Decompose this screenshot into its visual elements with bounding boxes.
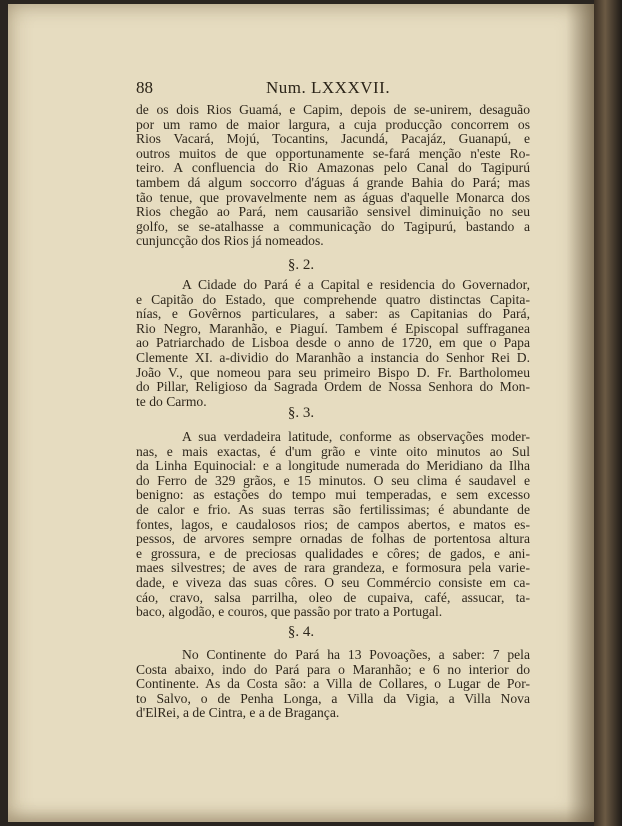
paragraph-2: [136, 278, 530, 409]
text-line: nías, e Govêrnos particulares, a saber: as Capitanias do Pará,: [136, 306, 530, 322]
text-line: do Ferro de 329 grãos, e 15 minutos. O seu clima é saudavel e: [136, 472, 530, 488]
text-line: maes silvestres; de aves de rara grandeza, e formosura pela varie-: [136, 560, 530, 576]
text-line: de os dois Rios Guamá, e Capim, depois de se-unirem, desaguão: [136, 102, 530, 117]
paragraph-3: [136, 430, 530, 620]
section-heading-4: §. 4.: [287, 624, 315, 640]
text-line: por um ramo de maior largura, a cuja producção concorrem os: [136, 116, 530, 132]
text-line: da Linha Equinocial: e a longitude numerada do Meridiano da Ilha: [136, 458, 530, 474]
text-line: João V., que nomeou para seu primeiro Bispo D. Fr. Bartholomeu: [136, 364, 530, 380]
text-line: to Salvo, o de Penha Longa, a Villa da Vigia, a Villa Nova: [136, 690, 530, 706]
paragraph-1: [136, 103, 530, 249]
book-page: [8, 4, 594, 822]
text-line: Rio Negro, Maranhão, e Piaguí. Tambem é Episcopal suffraganea: [136, 320, 530, 336]
book-edge: [594, 0, 622, 826]
text-line: Clemente XI. a-dividio do Maranhão a instancia do Senhor Rei D.: [136, 349, 530, 365]
text-line: baco, algodão, e couros, que passão por trato a Portugal.: [136, 604, 443, 620]
text-line: Rios chegão ao Pará, nem causarião sensivel diminuição no seu: [136, 204, 530, 220]
text-line: golfo, se se-atalhasse a communicação do Tagipurú, bastando a: [136, 218, 530, 234]
text-line: teiro. A confluencia do Rio Amazonas pelo Canal do Tagipurú: [136, 160, 530, 176]
text-line: Rios Vacará, Mojú, Tocantins, Jacundá, Pacajáz, Guanapú, e: [136, 131, 530, 147]
text-line: e grossura, e de preciosas qualidades e côres; de gados, e ani-: [136, 545, 530, 561]
text-line: Continente. As da Costa são: a Villa de Collares, o Lugar de Por-: [136, 676, 530, 692]
text-line: tambem dá algum soccorro d'águas á grande Bahia do Pará; mas: [136, 174, 530, 190]
text-line: cáo, cravo, salsa parrilha, oleo de cupaiva, café, assucar, ta-: [136, 589, 530, 605]
text-line: de calor e frio. As suas terras são fertilissimas; é abundante de: [136, 501, 530, 517]
text-line: do Pillar, Religioso da Sagrada Ordem de Nossa Senhora do Mon-: [136, 379, 530, 395]
text-line: te do Carmo.: [136, 393, 207, 409]
page-number: 88: [136, 78, 153, 97]
text-line: ao Patriarchado de Lisboa desde o anno de 1720, em que o Papa: [136, 335, 530, 351]
text-line: d'ElRei, a de Cintra, e a de Bragança.: [136, 705, 340, 721]
page-header: [8, 78, 594, 100]
text-line: cunjuncção dos Rios já nomeados.: [136, 233, 324, 249]
text-line: pessos, de arvores sempre ornadas de folhas de portentosa altura: [136, 531, 530, 547]
text-line: e Capitão do Estado, que comprehende quatro distinctas Capita-: [136, 291, 530, 307]
text-line: No Continente do Pará ha 13 Povoações, a saber: 7 pela: [182, 647, 530, 662]
text-line: Costa abaixo, indo do Pará para o Maranhão; e 6 no interior do: [136, 661, 530, 677]
text-line: dade, e viveza das suas côres. O seu Commércio consiste em ca-: [136, 574, 530, 590]
text-line: nas, e mais exactas, é d'um grão e vinte oito minutos ao Sul: [136, 443, 530, 459]
text-line: A sua verdadeira latitude, conforme as observações moder-: [182, 429, 530, 444]
text-line: outros muitos de que opportunamente se-fará menção n'este Ro-: [136, 145, 530, 161]
running-title: Num. LXXXVII.: [266, 78, 391, 97]
text-line: A Cidade do Pará é a Capital e residencia do Governador,: [182, 277, 530, 292]
section-heading-3: §. 3.: [287, 405, 315, 421]
text-line: benigno: as estações do tempo mui temperadas, e sem excesso: [136, 487, 530, 503]
text-line: fontes, lagos, e caudalosos rios; de campos abertos, e matos es-: [136, 516, 530, 532]
section-heading-2: §. 2.: [287, 257, 315, 273]
text-line: tão tenue, que provavelmente nem as águas d'aquelle Monarca dos: [136, 189, 530, 205]
paragraph-4: [136, 648, 530, 721]
